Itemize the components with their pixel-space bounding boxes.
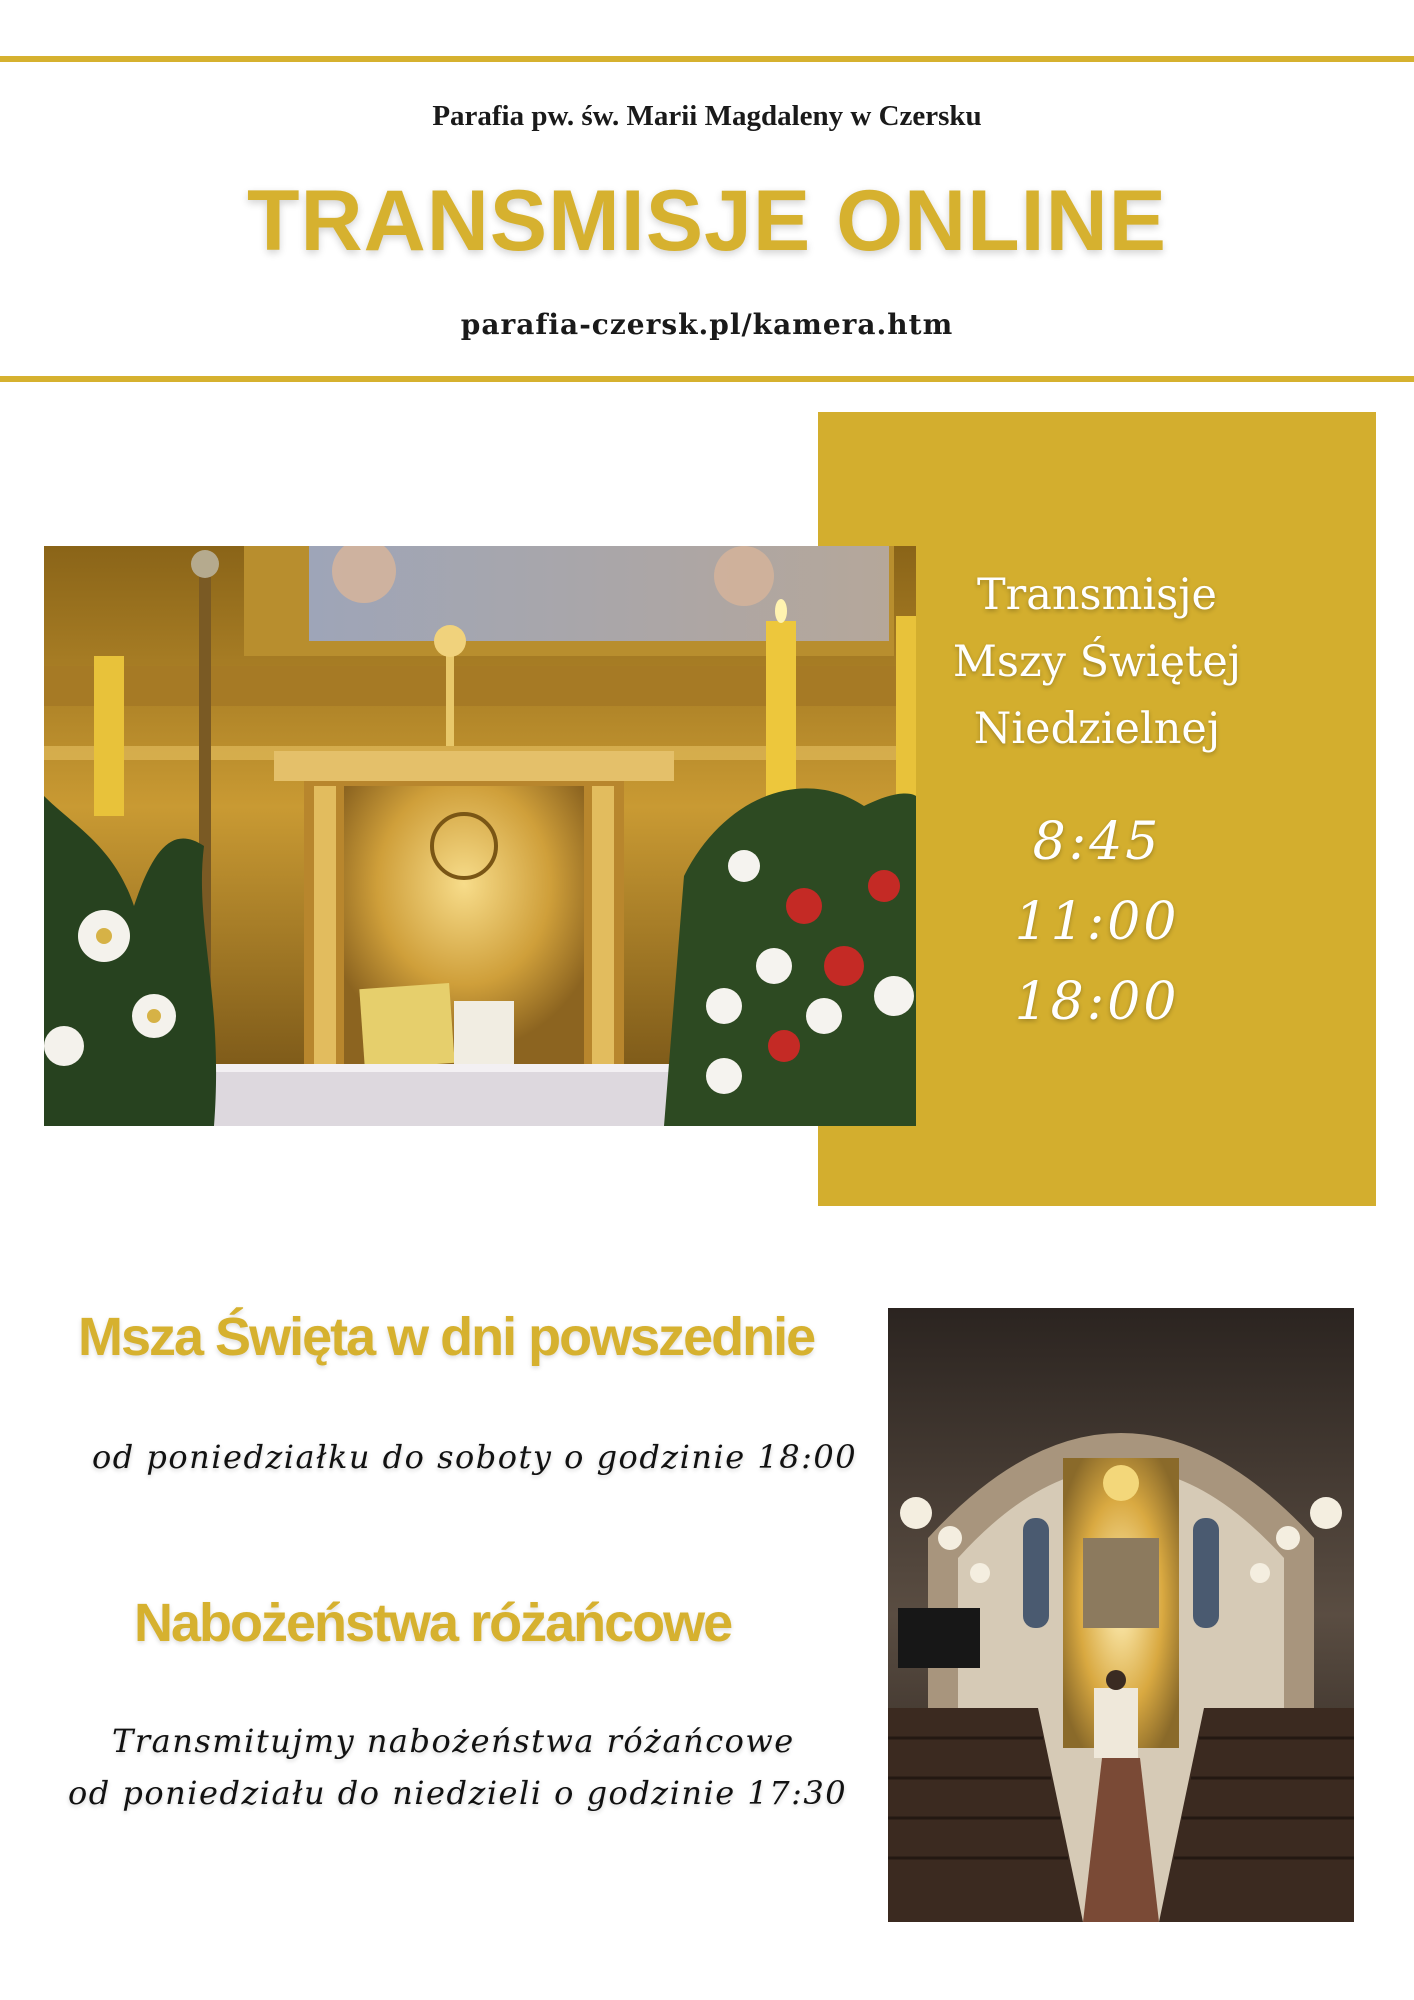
heading-line: Mszy Świętej xyxy=(952,637,1242,687)
church-interior-photo xyxy=(888,1308,1354,1922)
page-title: TRANSMISJE ONLINE xyxy=(246,173,1168,269)
mass-time: 18:00 xyxy=(1014,972,1180,1032)
weekday-mass-text: od poniedziałku do soboty o godzinie 18:00 xyxy=(92,1438,858,1476)
mass-time: 11:00 xyxy=(1014,892,1180,952)
parish-name: Parafia pw. św. Marii Magdaleny w Czersku xyxy=(432,100,982,132)
altar-photo xyxy=(44,546,916,1126)
header-bottom-divider xyxy=(0,376,1414,382)
stream-url[interactable]: parafia-czersk.pl/kamera.htm xyxy=(460,308,954,341)
rosary-heading: Nabożeństwa różańcowe xyxy=(134,1593,732,1653)
weekday-mass-heading: Msza Święta w dni powszednie xyxy=(78,1307,815,1367)
heading-line: Transmisje xyxy=(976,570,1217,620)
heading-line: Niedzielnej xyxy=(973,704,1221,754)
mass-time: 8:45 xyxy=(1032,812,1162,872)
church-interior-illustration xyxy=(888,1308,1354,1922)
rosary-text-line-2: od poniedziału do niedzieli o godzinie 17:30 xyxy=(68,1774,848,1812)
altar-illustration xyxy=(44,546,916,1126)
rosary-text-line-1: Transmitujmy nabożeństwa różańcowe xyxy=(112,1722,795,1760)
top-divider xyxy=(0,56,1414,62)
